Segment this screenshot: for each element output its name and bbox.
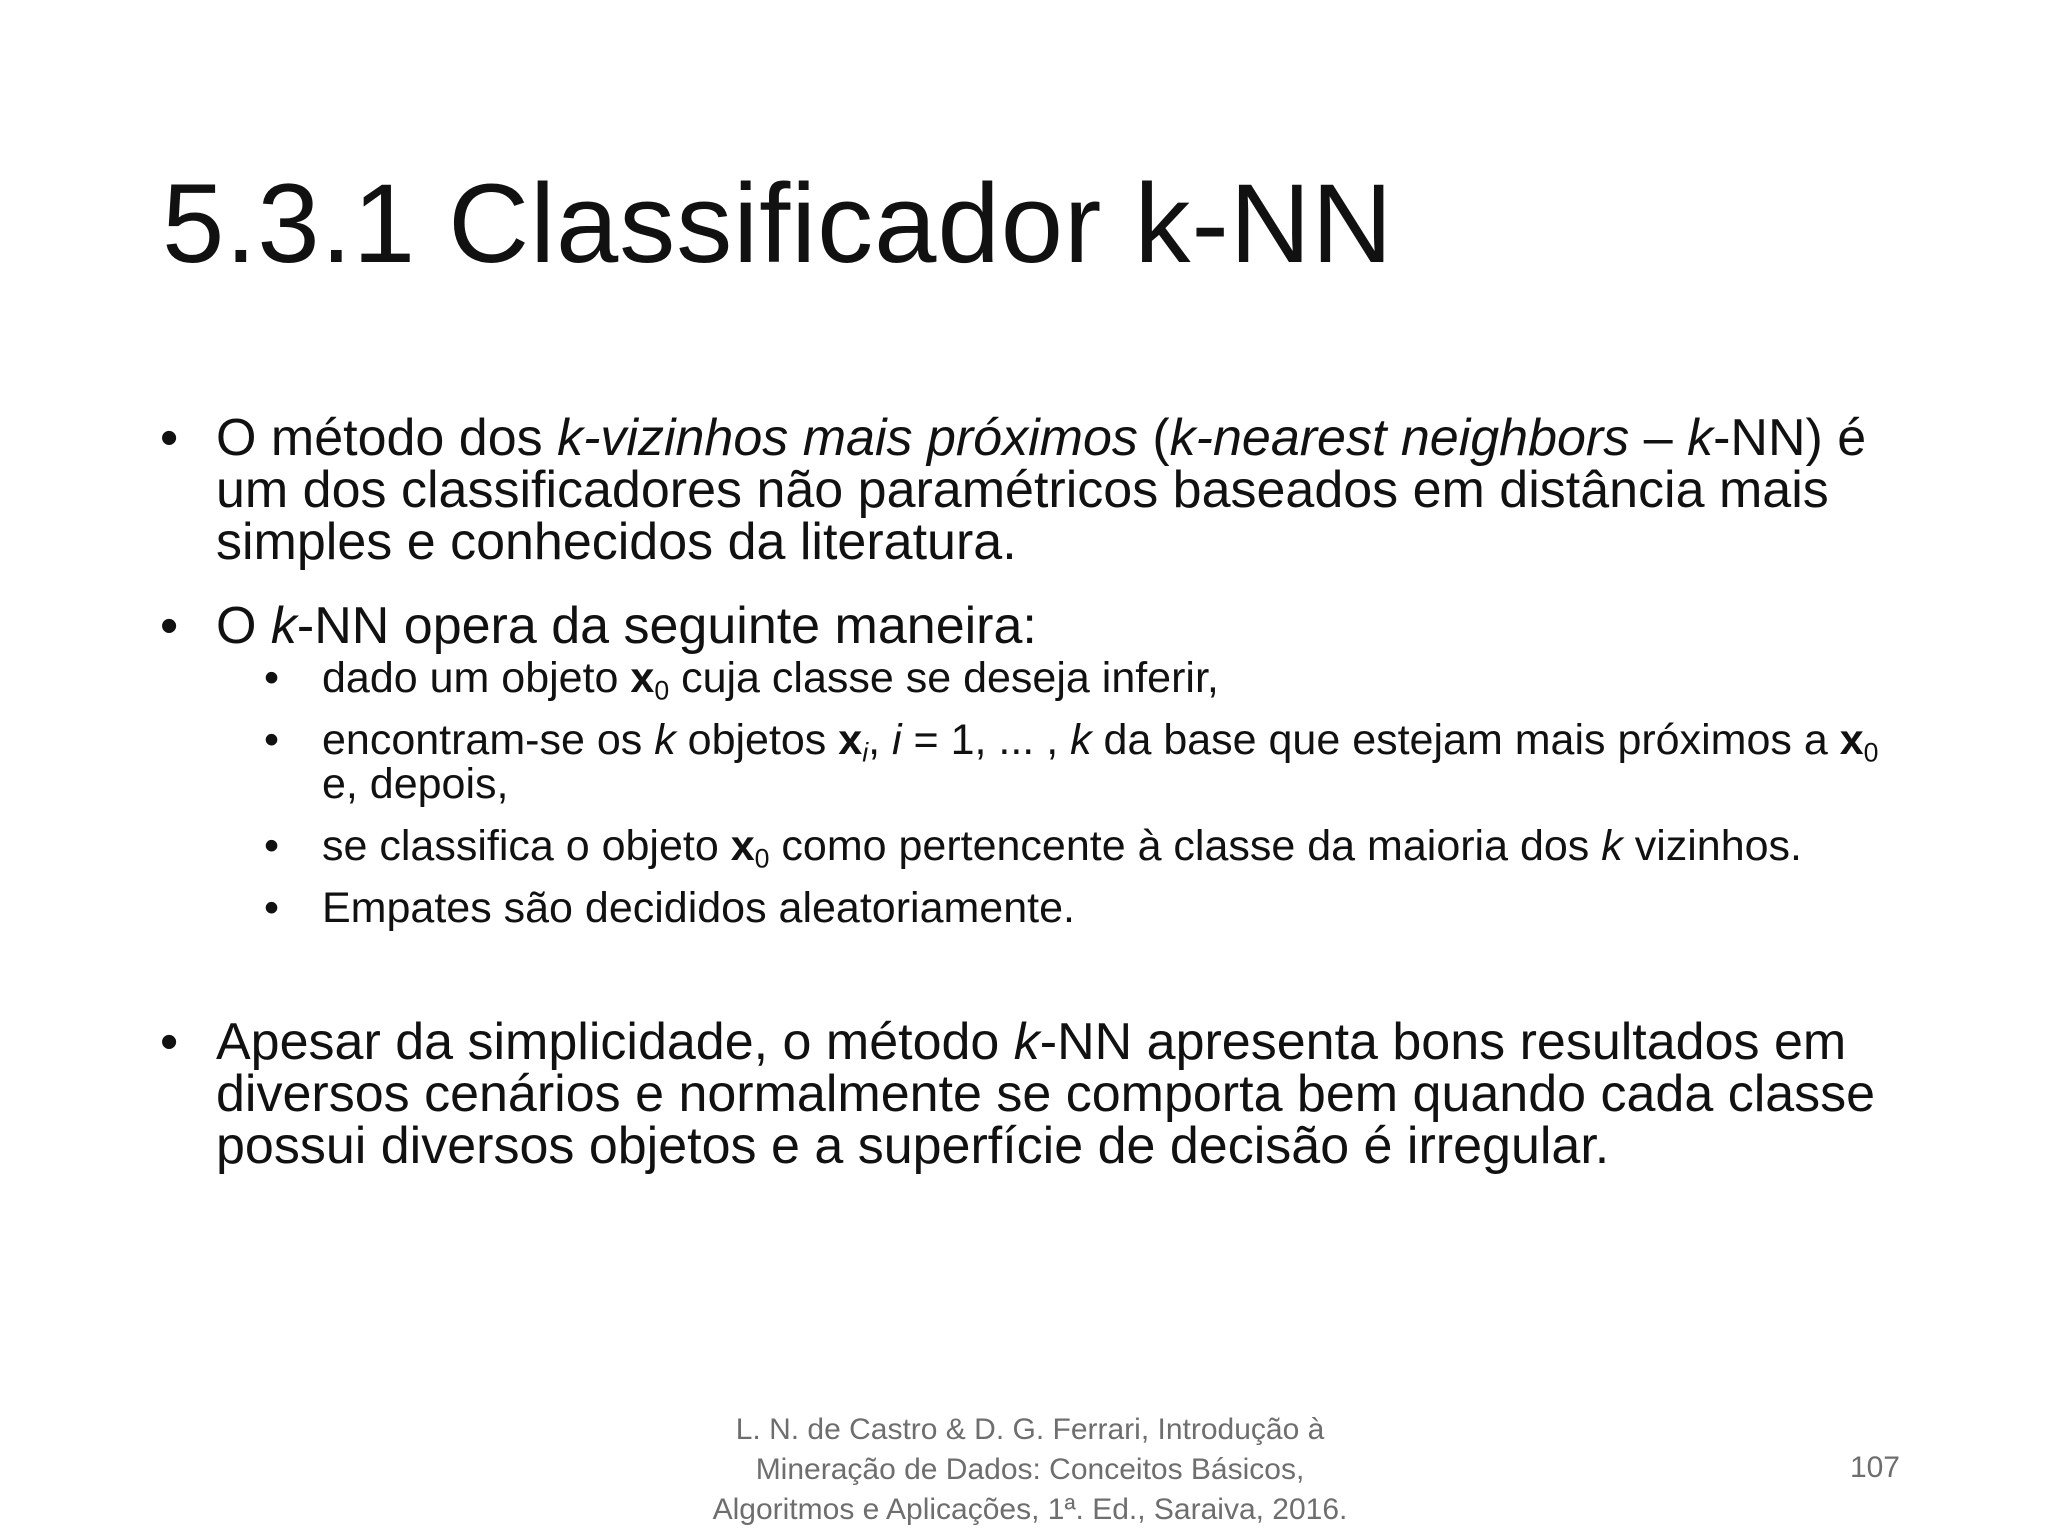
bullet-text: se classifica o objeto xyxy=(322,822,731,870)
bullet-text-italic: k xyxy=(1070,716,1092,764)
vector-symbol: x xyxy=(630,654,655,702)
bullet-text-italic: k xyxy=(1013,1013,1040,1071)
bullet-knn-results xyxy=(160,1013,1900,1175)
subscript: 0 xyxy=(654,675,670,706)
bullet-text: cuja classe se deseja inferir, xyxy=(669,654,1219,702)
bullet-text: como pertencente à classe da maioria dos xyxy=(769,822,1602,870)
citation-line: Algoritmos e Aplicações, 1ª. Ed., Saraiva, 2016. xyxy=(712,1493,1348,1526)
bullet-text: dado um objeto xyxy=(322,654,631,702)
bullet-text: -NN apresenta bons resultados em diversos cenários e normalmente se comporta bem quando cada classe possui diversos objetos e a superfície de decisão é irregular. xyxy=(216,1013,1876,1175)
bullet-text: -NN opera da seguinte maneira: xyxy=(296,597,1037,655)
bullet-text: O xyxy=(216,597,271,655)
subscript: 0 xyxy=(754,843,770,874)
bullet-text: encontram-se os xyxy=(322,716,655,764)
bullet-text: Apesar da simplicidade, o método xyxy=(216,1013,1014,1071)
bullet-text-italic: k xyxy=(654,716,676,764)
vector-symbol: x xyxy=(838,716,863,764)
citation-line: L. N. de Castro & D. G. Ferrari, Introdução à xyxy=(735,1413,1325,1446)
bullet-text: O método dos xyxy=(216,409,558,467)
bullet-icon: • xyxy=(160,597,179,655)
bullet-text: -NN) é um dos classificadores não paramétricos baseados em distância mais simples e conhecidos da literatura. xyxy=(216,409,1867,571)
bullet-text: vizinhos. xyxy=(1622,822,1802,870)
bullet-icon: • xyxy=(264,716,280,764)
bullet-text: e, depois, xyxy=(322,760,509,808)
bullet-knn-definition xyxy=(160,409,1900,571)
citation-line: Mineração de Dados: Conceitos Básicos, xyxy=(755,1453,1305,1486)
subbullet-classify xyxy=(260,822,1900,874)
bullet-text: – xyxy=(1629,409,1688,467)
subbullet-find-neighbors xyxy=(260,718,1900,806)
bullet-icon: • xyxy=(160,1013,179,1071)
bullet-text: objetos xyxy=(675,716,839,764)
bullet-text: ( xyxy=(1137,409,1170,467)
subscript: i xyxy=(862,737,869,768)
bullet-icon: • xyxy=(160,409,179,467)
bullet-text-italic: k-nearest neighbors xyxy=(1169,409,1630,467)
vector-symbol: x xyxy=(1839,716,1864,764)
bullet-text-italic: i xyxy=(892,716,902,764)
subscript: 0 xyxy=(1863,737,1879,768)
page-number: 107 xyxy=(1849,1451,1900,1484)
bullet-icon: • xyxy=(264,654,280,702)
bullet-icon: • xyxy=(264,822,280,870)
bullet-text: da base que estejam mais próximos a xyxy=(1091,716,1840,764)
bullet-text: Empates são decididos aleatoriamente. xyxy=(322,884,1075,932)
subbullet-ties xyxy=(260,886,1900,930)
bullet-text-italic: k xyxy=(1687,409,1714,467)
bullet-list xyxy=(160,409,1900,1175)
bullet-knn-operation xyxy=(160,597,1900,655)
bullet-text: , xyxy=(868,716,893,764)
bullet-text-italic: k xyxy=(1601,822,1623,870)
bullet-icon: • xyxy=(264,884,280,932)
bullet-text: = 1, ... , xyxy=(901,716,1071,764)
footer-citation xyxy=(680,1410,1380,1530)
bullet-text-italic: k-vizinhos mais próximos xyxy=(557,409,1138,467)
vector-symbol: x xyxy=(730,822,755,870)
subbullet-given-object xyxy=(260,654,1900,706)
bullet-text-italic: k xyxy=(270,597,297,655)
slide-title: 5.3.1 Classificador k-NN xyxy=(162,161,1394,286)
